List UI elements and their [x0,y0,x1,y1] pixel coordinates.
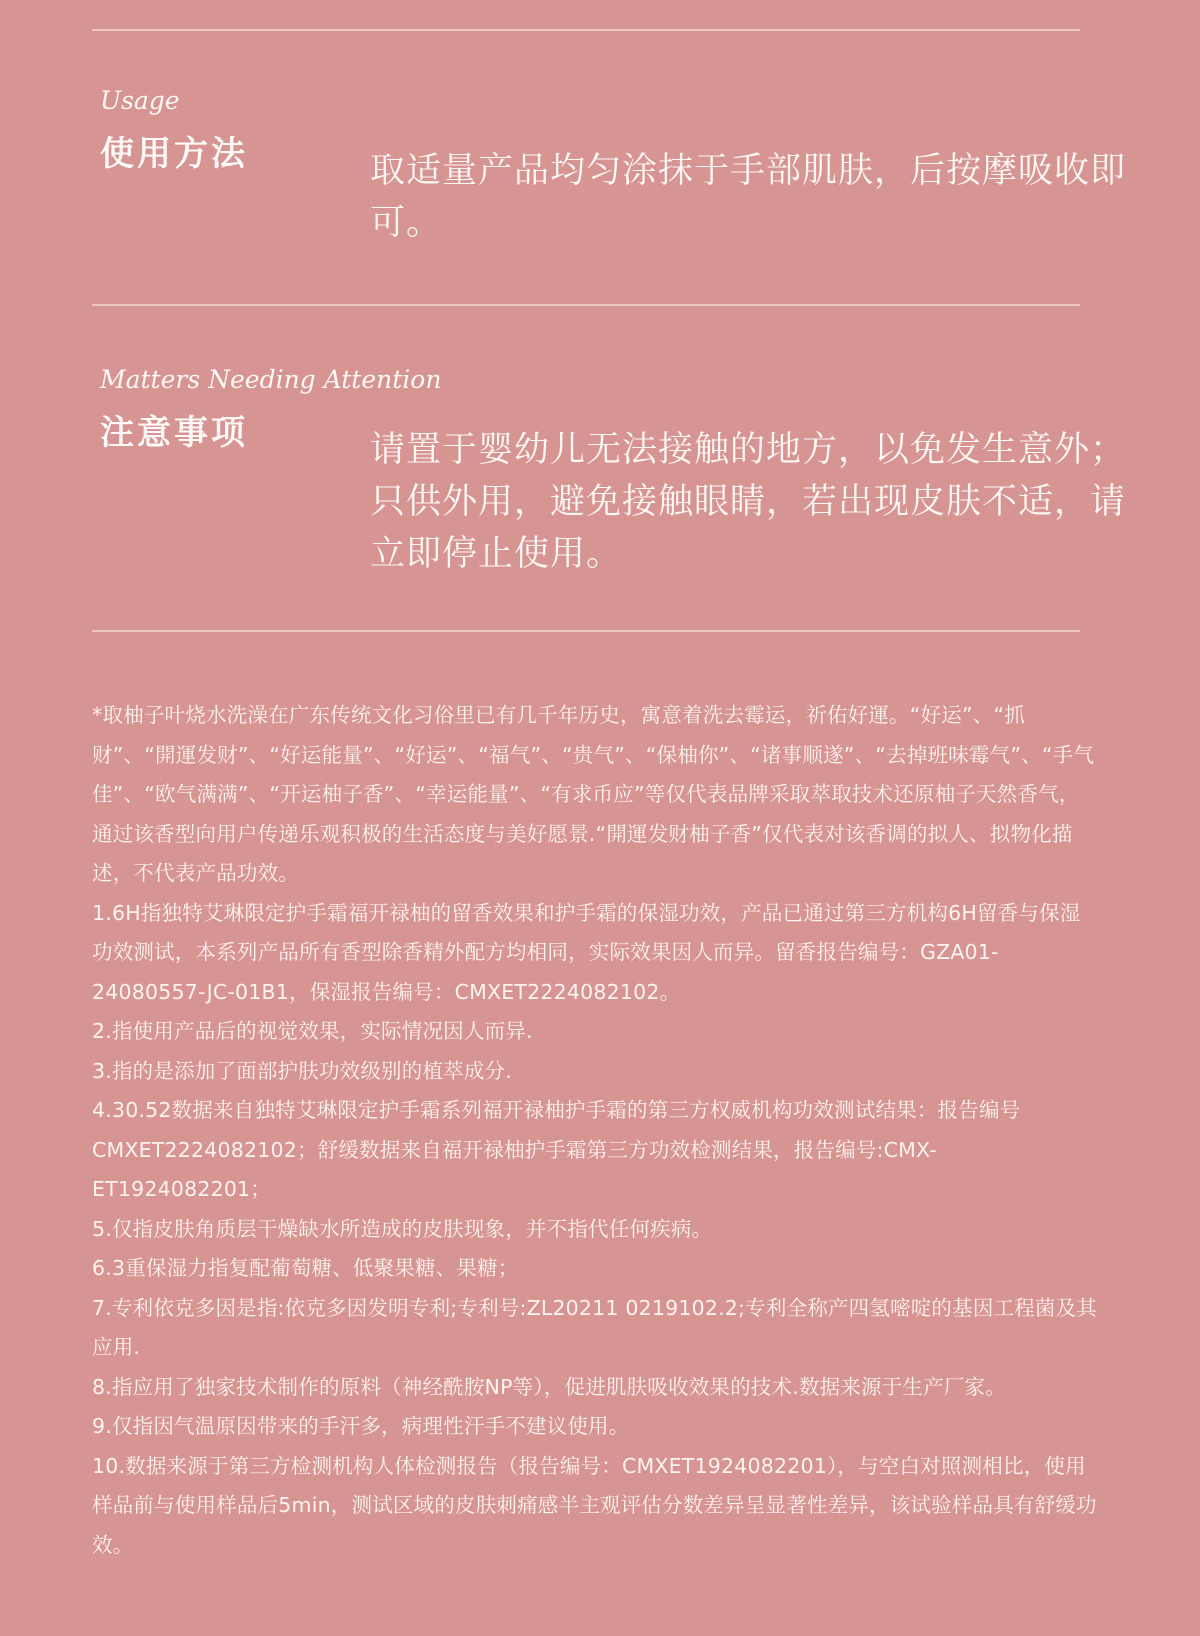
attention-divider [92,630,1080,632]
top-divider [92,29,1080,31]
footnote-3: 3.指的是添加了面部护肤功效级别的植萃成分. [92,1058,512,1083]
footnote-2: 2.指使用产品后的视觉效果，实际情况因人而异. [92,1019,533,1043]
footnote-4: 4.30.52数据来自独特艾琳限定护手霜系列福开禄柚护手霜的第三方权威机构功效测试结果：报告编号CMXET2224082102；舒缓数据来自福开禄柚护手霜第三方功效检测结果，报告编号:CMX-ET1924082201； [92,1098,1021,1201]
footnote-8: 8.指应用了独家技术制作的原料（神经酰胺NP等），促进肌肤吸收效果的技术.数据来源于生产厂家。 [92,1374,1006,1399]
usage-title-en: Usage [100,86,180,115]
usage-instructions: 取适量产品均匀涂抹于手部肌肤，后按摩吸收即可。 [370,151,1127,243]
usage-title-zh: 使用方法 [100,134,248,174]
footnote-1: 1.6H指独特艾琳限定护手霜福开禄柚的留香效果和护手霜的保湿功效，产品已通过第三方机构6H留香与保湿功效测试，本系列产品所有香型除香精外配方均相同，实际效果因人而异。留香报告编号：GZA01-24080557-JC-01B1，保湿报告编号：CMXET2224082102。 [92,900,1081,1004]
footnote-6: 6.3重保湿力指复配葡萄糖、低聚果糖、果糖； [92,1256,519,1280]
attention-title-zh: 注意事项 [100,413,248,453]
attention-title-en: Matters Needing Attention [100,365,442,394]
attention-instructions: 请置于婴幼儿无法接触的地方，以免发生意外；只供外用，避免接触眼睛，若出现皮肤不适，请立即停止使用。 [370,430,1127,574]
footnote-9: 9.仅指因气温原因带来的手汗多，病理性汗手不建议使用。 [92,1414,630,1438]
footnote-intro: *取柚子叶烧水洗澡在广东传统文化习俗里已有几千年历史，寓意着洗去霉运，祈佑好運。“好运”、“抓财”、“開運发财”、“好运能量”、“好运”、“福气”、“贵气”、“保柚你”、“诸事顺遂”、“去掉班味霉气”、“手气佳”、“欧气满满”、“开运柚子香”、“幸运能量”、“有求币应”等仅代表品牌采取萃取技术还原柚子天然香气，通过该香型向用户传递乐观积极的生活态度与美好愿景.“開運发财柚子香”仅代表对该香调的拟人、拟物化描述，不代表产品功效。 [92,703,1095,885]
footnote-7: 7.专利依克多因是指:依克多因发明专利;专利号:ZL20211 0219102.2;专利全称产四氢嘧啶的基因工程菌及其应用. [92,1295,1098,1359]
usage-divider [92,304,1080,306]
footnote-10: 10.数据来源于第三方检测机构人体检测报告（报告编号：CMXET1924082201），与空白对照测相比，使用样品前与使用样品后5min，测试区域的皮肤刺痛感半主观评估分数差异呈显著性差异，该试验样品具有舒缓功效。 [92,1453,1097,1557]
footnote-5: 5.仅指皮肤角质层干燥缺水所造成的皮肤现象，并不指代任何疾病。 [92,1216,713,1241]
footnotes [92,696,1100,1565]
